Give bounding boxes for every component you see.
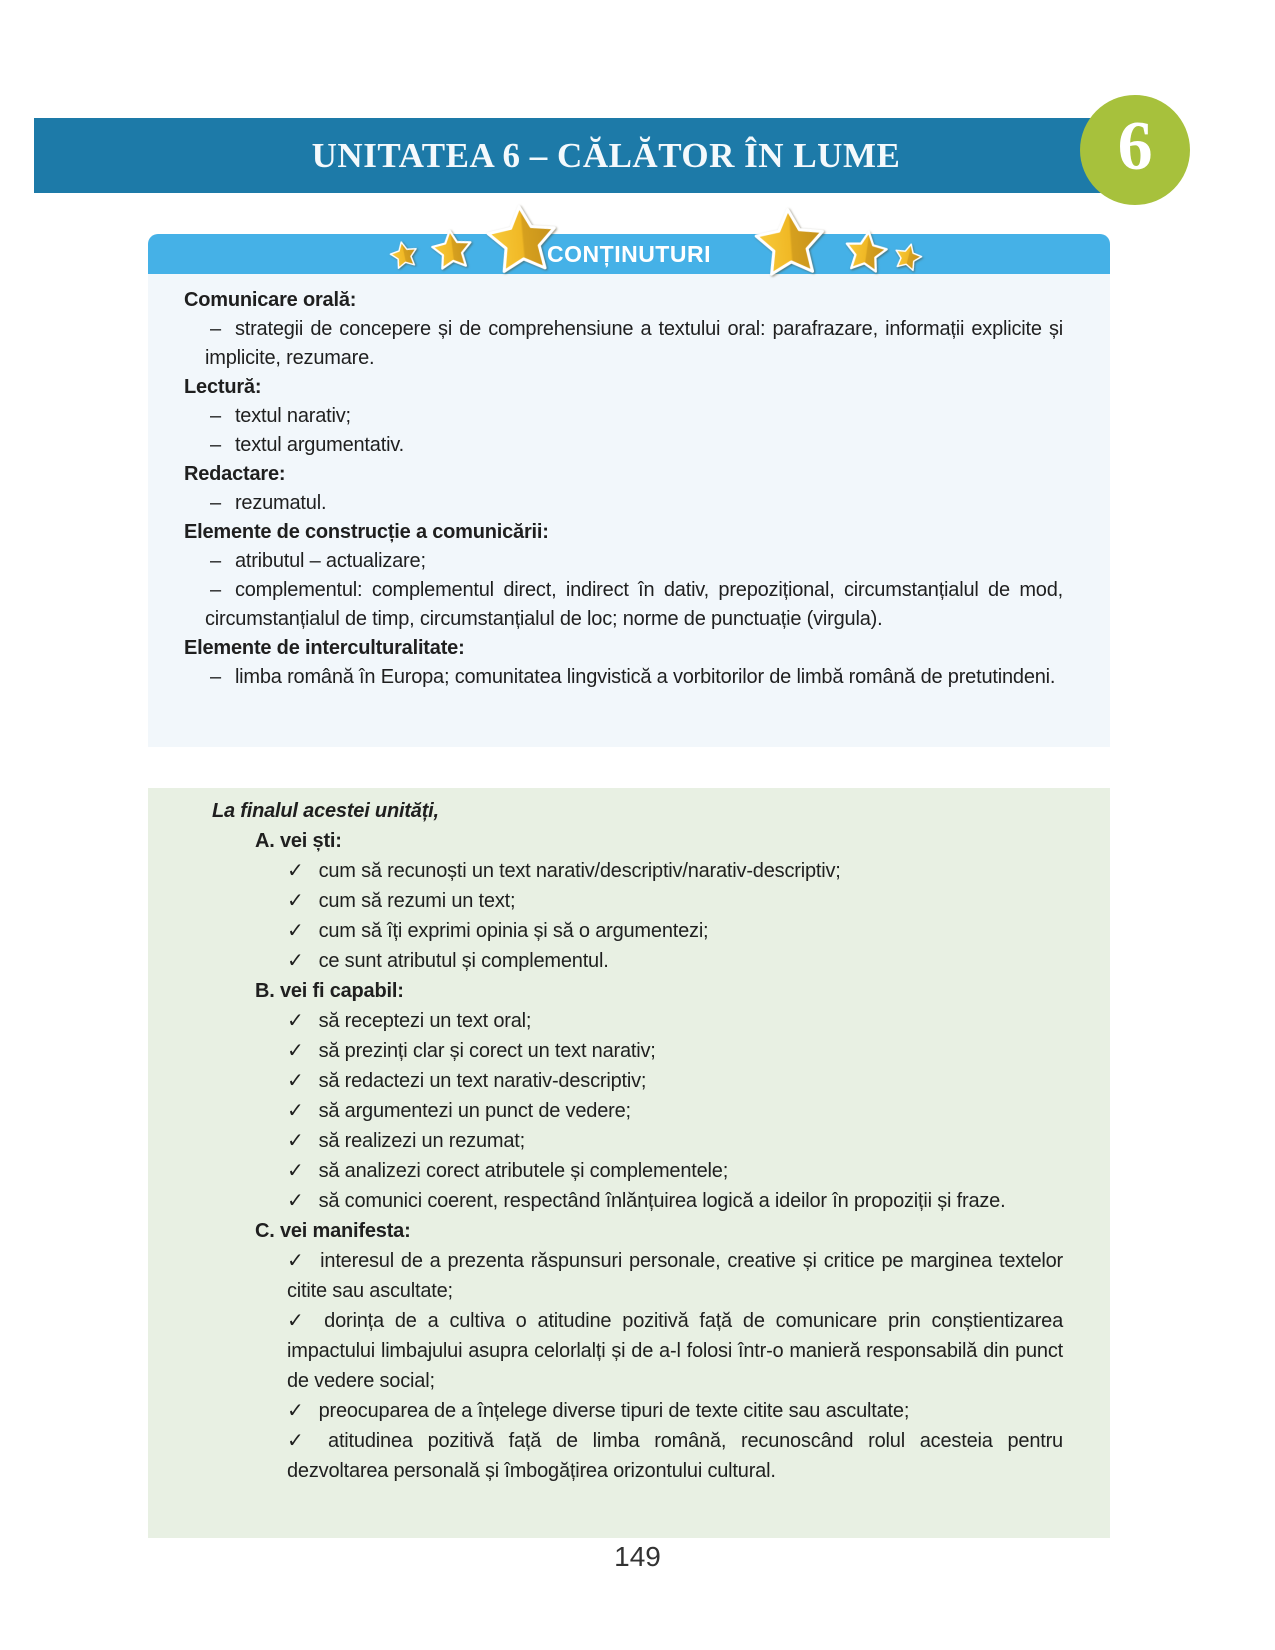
- contents-section-heading: Comunicare orală:: [184, 289, 357, 311]
- objective-item-text: ce sunt atributul și complementul.: [318, 950, 609, 972]
- list-item-text: textul argumentativ.: [234, 434, 404, 456]
- dash-bullet: –: [210, 405, 221, 427]
- list-item: [148, 576, 1063, 634]
- check-icon: ✓: [287, 1250, 306, 1272]
- objectives-box: [148, 788, 1110, 1538]
- check-icon: ✓: [287, 950, 304, 972]
- objective-item-text: să redactezi un text narativ-descriptiv;: [318, 1070, 647, 1092]
- dash-bullet: –: [210, 666, 221, 688]
- contents-section-heading: Elemente de interculturalitate:: [184, 637, 465, 659]
- objective-item-text: să argumentezi un punct de vedere;: [318, 1100, 631, 1122]
- contents-section-heading: Elemente de construcție a comunicării:: [184, 521, 549, 543]
- objective-item: [148, 1186, 1063, 1216]
- objective-item-text: dorința de a cultiva o atitudine pozitivă față de comunicare prin conștientizarea impactului limbajului asupra celorlalți și de a-l folosi într-o manieră responsabilă din punct de vedere social;: [287, 1310, 1063, 1392]
- dash-bullet: –: [210, 492, 221, 514]
- unit-number: 6: [1117, 108, 1153, 185]
- objective-item-text: atitudinea pozitivă față de limba română, recunoscând rolul acesteia pentru dezvoltarea personală și îmbogățirea orizontului cultural.: [287, 1430, 1063, 1482]
- list-item: [148, 315, 1063, 373]
- objective-item: [148, 1396, 1063, 1426]
- page-number: 149: [614, 1541, 661, 1572]
- objective-item-text: să analizezi corect atributele și complementele;: [318, 1160, 729, 1182]
- check-icon: ✓: [287, 890, 304, 912]
- contents-banner-label: CONȚINUTURI: [547, 241, 711, 267]
- objective-item-text: să comunici coerent, respectând înlănțuirea logică a ideilor în propoziții și fraze.: [318, 1190, 1006, 1212]
- check-icon: ✓: [287, 1130, 304, 1152]
- objective-item: [148, 1066, 1063, 1096]
- check-icon: ✓: [287, 1100, 304, 1122]
- check-icon: ✓: [287, 1160, 304, 1182]
- objective-item-text: să receptezi un text oral;: [318, 1010, 532, 1032]
- star-icon: [749, 202, 830, 283]
- objective-item: [148, 1006, 1063, 1036]
- star-icon: [386, 237, 422, 273]
- unit-title: UNITATEA 6 – CĂLĂTOR ÎN LUME: [311, 136, 901, 175]
- list-item-text: strategii de concepere și de comprehensiune a textului oral: parafrazare, informații explicite și implicite, rezumare.: [205, 318, 1063, 369]
- objectives-intro: La finalul acestei unități,: [212, 800, 439, 822]
- objective-item: [148, 1426, 1063, 1486]
- dash-bullet: –: [210, 579, 221, 601]
- unit-title-banner: [34, 118, 1148, 193]
- list-item: [148, 663, 1063, 692]
- dash-bullet: –: [210, 434, 221, 456]
- objective-item: [148, 916, 1063, 946]
- objective-item-text: preocuparea de a înțelege diverse tipuri de texte citite sau ascultate;: [318, 1400, 910, 1422]
- objective-group-label: C. vei manifesta:: [255, 1220, 411, 1242]
- list-item-text: limba română în Europa; comunitatea lingvistică a vorbitorilor de limbă română de pretutindeni.: [234, 666, 1056, 688]
- dash-bullet: –: [210, 318, 221, 340]
- contents-box: [148, 234, 1110, 747]
- objective-item-text: cum să rezumi un text;: [318, 890, 516, 912]
- list-item: [148, 489, 1063, 518]
- objective-item: [148, 886, 1063, 916]
- objective-item-text: cum să recunoști un text narativ/descriptiv/narativ-descriptiv;: [318, 860, 841, 882]
- objective-item: [148, 1306, 1063, 1396]
- list-item-text: atributul – actualizare;: [234, 550, 426, 572]
- dash-bullet: –: [210, 550, 221, 572]
- objective-item-text: cum să îți exprimi opinia și să o argumentezi;: [318, 920, 709, 942]
- objective-item: [148, 946, 1063, 976]
- check-icon: ✓: [287, 1070, 304, 1092]
- objective-item: [148, 1156, 1063, 1186]
- objective-item-text: să realizezi un rezumat;: [318, 1130, 525, 1152]
- check-icon: ✓: [287, 860, 304, 882]
- check-icon: ✓: [287, 1040, 304, 1062]
- objectives-list: [148, 788, 1110, 1486]
- list-item-text: complementul: complementul direct, indirect în dativ, prepozițional, circumstanțialul de mod, circumstanțialul de timp, circumstanțialul de loc; norme de punctuație (virgula).: [205, 579, 1063, 630]
- objective-group-label: A. vei ști:: [255, 830, 342, 852]
- objective-item: [148, 1246, 1063, 1306]
- list-item-text: rezumatul.: [234, 492, 327, 514]
- check-icon: ✓: [287, 1400, 304, 1422]
- list-item: [148, 547, 1063, 576]
- objective-item: [148, 1096, 1063, 1126]
- list-item: [148, 431, 1063, 460]
- check-icon: ✓: [287, 1190, 304, 1212]
- objective-item-text: interesul de a prezenta răspunsuri personale, creative și critice pe marginea textelor citite sau ascultate;: [287, 1250, 1063, 1302]
- check-icon: ✓: [287, 920, 304, 942]
- star-icon: [840, 226, 892, 278]
- contents-section-heading: Redactare:: [184, 463, 286, 485]
- check-icon: ✓: [287, 1430, 314, 1452]
- objective-item: [148, 1126, 1063, 1156]
- check-icon: ✓: [287, 1010, 304, 1032]
- star-icon: [427, 225, 476, 274]
- contents-banner: [148, 234, 1110, 274]
- check-icon: ✓: [287, 1310, 310, 1332]
- star-icon: [481, 199, 563, 281]
- list-item-text: textul narativ;: [234, 405, 351, 427]
- objective-item: [148, 856, 1063, 886]
- objective-item: [148, 1036, 1063, 1066]
- list-item: [148, 402, 1063, 431]
- objective-item-text: să prezinți clar și corect un text narativ;: [318, 1040, 656, 1062]
- objective-group-label: B. vei fi capabil:: [255, 980, 404, 1002]
- contents-list: [148, 274, 1110, 692]
- unit-number-badge: [1080, 95, 1190, 205]
- contents-section-heading: Lectură:: [184, 376, 262, 398]
